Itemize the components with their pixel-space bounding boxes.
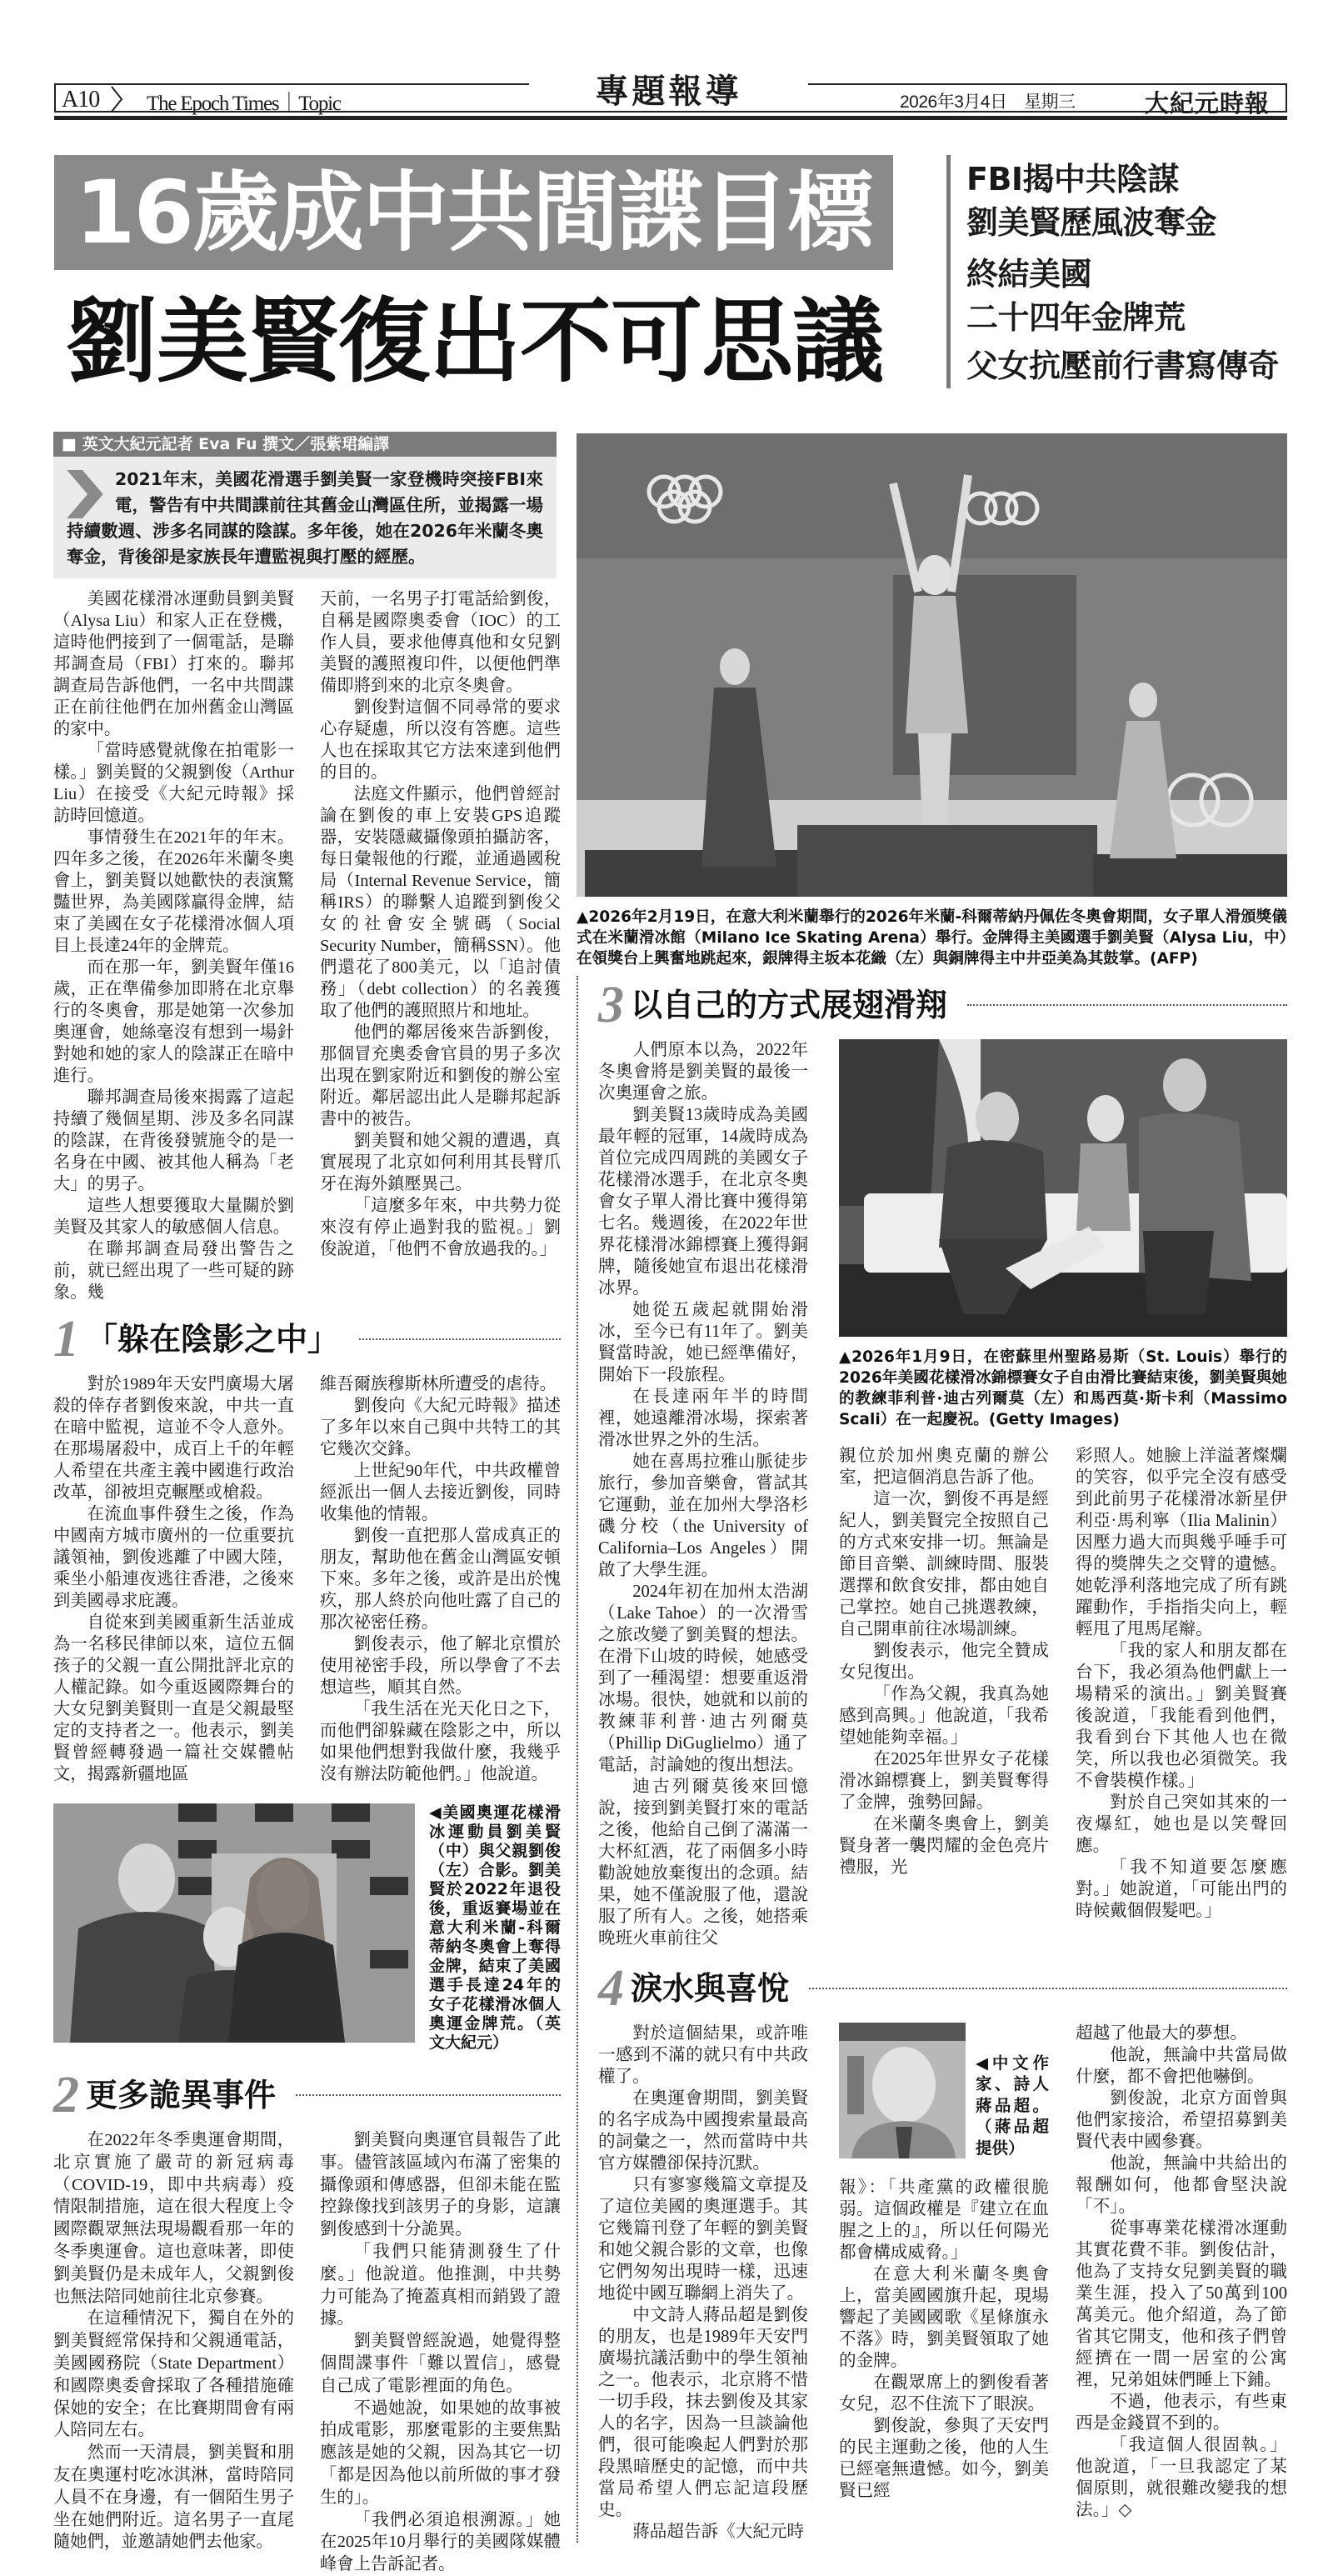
subhead: 劉美賢歷風波奪金 xyxy=(966,204,1217,241)
paragraph: 迪古列爾莫後來回憶說，接到劉美賢打來的電話之後，他給自己倒了滿滿一大杯紅酒，花了兩個多小時勸說她放棄復出的念頭。結果，她不僅說服了他，還說服了所有人。之後，她搭乘晚班火車前往父 xyxy=(598,1778,808,1948)
paragraph: 劉美賢和她父親的遭遇，真實展現了北京如何利用其長臂爪牙在海外鎮壓異己。 xyxy=(320,1132,561,1193)
section-4-body xyxy=(598,2023,1287,2543)
section-3-lower-columns xyxy=(839,1445,1287,1922)
issue-date: 2026年3月4日 星期三 xyxy=(900,93,1076,112)
paragraph: 她從五歲起就開始滑冰，至今已有11年了。劉美賢當時說，她已經準備好，開始下一段旅程。 xyxy=(598,1301,808,1384)
paragraph: 「這麼多年來，中共勢力從來沒有停止過對我的監視。」劉俊說道，「他們不會放過我的。」 xyxy=(320,1197,561,1258)
section-number: 4 xyxy=(598,1960,624,2017)
paragraph: 「作為父親，我真為她感到高興。」他說道，「我希望她能夠幸福。」 xyxy=(839,1685,1049,1747)
paragraph: 劉俊表示，他了解北京慣於使用祕密手段，所以學會了不去想這些，順其自然。 xyxy=(320,1635,561,1697)
chevron-right-icon xyxy=(67,470,103,518)
section-4-column-3 xyxy=(1076,2023,1287,2521)
paragraph: 在聯邦調查局發出警告之前，就已經出現了一些可疑的跡象。幾 xyxy=(53,1240,294,1302)
headline-line-1: 16歲成中共間諜目標 xyxy=(75,162,872,263)
section-title: 以自己的方式展翅滑翔 xyxy=(631,987,948,1023)
paragraph: 劉美賢13歲時成為美國最年輕的冠軍，14歲時成為首位完成四周跳的美國女子花樣滑冰選手，在北京冬奧會女子單人滑比賽中獲得第七名。幾週後，在2022年世界花樣滑冰錦標賽上獲得銅牌，隨後她宣布退出花樣滑冰界。 xyxy=(598,1106,808,1298)
section-3-right xyxy=(839,1039,1287,1922)
paragraph: 自從來到美國重新生活並成為一名移民律師以來，這位五個孩子的父親一直公開批評北京的人權記錄。如今重返國際舞台的大女兒劉美賢則一直是父親最堅定的支持者之一。他表示，劉美賢曾經轉發過一篇社交媒體帖文，揭露新疆地區 xyxy=(53,1613,294,1783)
paragraph: 他說，無論中共給出的報酬如何，他都會堅決說「不」。 xyxy=(1076,2154,1287,2216)
section-4-column-2 xyxy=(839,2177,1049,2502)
newspaper-logo: 大紀元時報 xyxy=(1145,89,1271,118)
paragraph: 「我的家人和朋友都在台下，我必須為他們獻上一場精采的演出。」劉美賢賽後說道，「我能看到他們，我看到台下其他人也在微笑，所以我也必須微笑。我不會裝模作樣。」 xyxy=(1076,1642,1287,1790)
headline-line-2: 劉美賢復出不可思議 xyxy=(66,288,883,395)
photo-caption: ▲2026年1月9日，在密蘇里州聖路易斯（St. Louis）舉行的2026年美國花樣滑冰錦標賽女子自由滑比賽結束後，劉美賢與她的教練菲利普·迪古列爾莫（左）和馬西莫·斯卡利（Massimo Scali）在一起慶祝。(Getty Images) xyxy=(839,1348,1287,1428)
paragraph: 在長達兩年半的時間裡，她遠離滑冰場，探索著滑冰世界之外的生活。 xyxy=(598,1388,808,1449)
paragraph: 然而一天清晨，劉美賢和朋友在奧運村吃冰淇淋，當時陪同人員不在身邊，有一個陌生男子坐在她們附近。這名男子一直尾隨她們，並邀請她們去他家。 xyxy=(53,2443,294,2552)
paragraph: 聯邦調查局後來揭露了這起持續了幾個星期、涉及多名同謀的陰謀，在背後發號施令的是一名身在中國、被其他人稱為「老大」的男子。 xyxy=(53,1088,294,1193)
section-3-column-2 xyxy=(839,1445,1049,1878)
photo-liu-family xyxy=(53,1803,415,2043)
paragraph: 在米蘭冬奧會上，劉美賢身著一襲閃耀的金色亮片禮服，光 xyxy=(839,1815,1049,1877)
paragraph: 劉俊一直把那人當成真正的朋友，幫助他在舊金山灣區安頓下來。多年之後，或許是出於愧疚，那人終於向他吐露了自己的那次祕密任務。 xyxy=(320,1527,561,1632)
section-4-column-1 xyxy=(598,2023,808,2543)
subhead-bar xyxy=(946,155,951,388)
paragraph: 在這種情況下，獨自在外的劉美賢經常保持和父親通電話，美國國務院（State Department）和國際奧委會採取了各種措施確保她的安全；在比賽期間會有兩人陪同左右。 xyxy=(53,2309,294,2440)
section-1-photo-row xyxy=(53,1803,561,2053)
paragraph: 而在那一年，劉美賢年僅16歲，正在準備參加即將在北京舉行的冬奧會，那是她第一次參加奧運會，她絲毫沒有想到一場針對她和她的家人的陰謀正在暗中進行。 xyxy=(53,958,294,1085)
section-1-header xyxy=(53,1311,561,1368)
paragraph: 「我們必須追根溯源。」她在2025年10月舉行的美國隊媒體峰會上告訴記者。 xyxy=(320,2510,561,2574)
left-articles xyxy=(53,588,561,2576)
section-3-body xyxy=(598,1039,1287,1949)
paragraph: 親位於加州奧克蘭的辦公室，把這個消息告訴了他。 xyxy=(839,1447,1049,1487)
section-title: 淚水與喜悅 xyxy=(631,1970,790,2007)
paragraph: 「我們只能猜測發生了什麼。」他說道。他推測，中共勢力可能為了掩蓋真相而銷毀了證據。 xyxy=(320,2242,561,2328)
photo-coaches-celebration xyxy=(839,1039,1287,1337)
paper-name: The Epoch Times｜Topic xyxy=(147,93,341,115)
paragraph: 在2022年冬季奧運會期間，北京實施了嚴苛的新冠病毒（COVID-19，即中共病毒）疫情限制措施，這在很大程度上令國際觀眾無法現場觀看那一年的冬季奧運會。這也意味著，即使劉美賢仍是未成年人，父親劉俊也無法陪同她前往北京參賽。 xyxy=(53,2131,294,2306)
paragraph: 報》：「共產黨的政權很脆弱。這個政權是『建立在血腥之上的』，所以任何陽光都會構成威脅。」 xyxy=(839,2178,1049,2262)
subhead: FBI揭中共陰謀 xyxy=(966,161,1180,198)
paragraph: 只有寥寥幾篇文章提及了這位美國的奧運選手。其它幾篇刊登了年輕的劉美賢和她父親合影的文章，也像它們匆匆出現時一樣，迅速地從中國互聯網上消失了。 xyxy=(598,2176,808,2303)
chevron-right-icon xyxy=(110,86,123,117)
paragraph: 彩照人。她臉上洋溢著燦爛的笑容，似乎完全沒有感受到此前男子花樣滑冰新星伊利亞·馬利寧（Ilia Malinin）因壓力過大而與幾乎唾手可得的獎牌失之交臂的遺憾。她乾淨利落地完成了所有跳躍動作，手指指尖向上，輕輕甩了甩馬尾辮。 xyxy=(1076,1447,1287,1638)
paragraph: 劉俊說，參與了天安門的民主運動之後，他的人生已經毫無遺憾。如今，劉美賢已經 xyxy=(839,2417,1049,2500)
paragraph: 劉俊對這個不同尋常的要求心存疑慮，所以沒有答應。這些人也在採取其它方法來達到他們的目的。 xyxy=(320,698,561,782)
paragraph: 在2025年世界女子花樣滑冰錦標賽上，劉美賢奪得了金牌，強勢回歸。 xyxy=(839,1750,1049,1812)
paragraph: 這些人想要獲取大量關於劉美賢及其家人的敏感個人信息。 xyxy=(53,1197,294,1237)
column-divider xyxy=(577,976,1287,2543)
section-title: 專題報導 xyxy=(595,73,742,111)
paragraph: 對於這個結果，或許唯一感到不滿的就只有中共政權了。 xyxy=(598,2024,808,2086)
photo-medal-ceremony xyxy=(577,433,1287,897)
section-number: 3 xyxy=(598,977,624,1033)
paragraph: 在流血事件發生之後，作為中國南方城市廣州的一位重要抗議領袖，劉俊逃離了中國大陸，乘坐小船連夜逃往香港，之後來到美國尋求庇護。 xyxy=(53,1505,294,1610)
intro-column-2 xyxy=(320,588,561,1260)
section-1-columns xyxy=(53,1373,561,1785)
photo-caption: ▲2026年2月19日，在意大利米蘭舉行的2026年米蘭-科爾蒂納丹佩佐冬奧會期間，女子單人滑頒獎儀式在米蘭滑冰館（Milano Ice Skating Arena）舉行。金牌得主美國選手劉美賢（Alysa Liu，中）在領獎台上興奮地跳起來，銀牌得主坂本花織（左）與銅牌得主中井亞美為其鼓掌。(AFP) xyxy=(577,908,1287,968)
right-articles xyxy=(577,433,1287,2543)
section-number: 2 xyxy=(53,2067,79,2123)
paragraph: 在觀眾席上的劉俊看著女兒，忍不住流下了眼淚。 xyxy=(839,2373,1049,2413)
paragraph: 蔣品超告訴《大紀元時 xyxy=(632,2523,805,2541)
section-3-header xyxy=(598,977,1287,1033)
section-2-column-1 xyxy=(53,2129,294,2553)
paragraph: 「我不知道要怎麼應對。」她說道，「可能出門的時候戴個假髮吧。」 xyxy=(1076,1858,1287,1920)
intro-column-1 xyxy=(53,588,294,1303)
paragraph: 「當時感覺就像在拍電影一樣。」劉美賢的父親劉俊（Arthur Liu）在接受《大紀元時報》採訪時回憶道。 xyxy=(53,742,294,825)
paragraph: 她在喜馬拉雅山脈徒步旅行，參加音樂會，嘗試其它運動，並在加州大學洛杉磯分校（the University of California–Los Angeles）開啟了大學生涯。 xyxy=(598,1453,808,1579)
paragraph: 劉俊向《大紀元時報》描述了多年以來自己與中共特工的其它幾次交鋒。 xyxy=(320,1397,561,1458)
paragraph: 劉俊表示，他完全贊成女兒復出。 xyxy=(839,1642,1049,1682)
lead-box xyxy=(53,457,557,578)
paragraph: 這一次，劉俊不再是經紀人，劉美賢完全按照自己的方式來安排一切。無論是節目音樂、訓練時間、服裝選擇和飲食安排，都由她自己掌控。她自己挑選教練，自己開車前往冰場訓練。 xyxy=(839,1490,1049,1638)
section-3-column-1 xyxy=(598,1039,808,1949)
section-4-header xyxy=(598,1960,1287,2017)
paragraph: 上世紀90年代，中共政權曾經派出一個人去接近劉俊，同時收集他的情報。 xyxy=(320,1462,561,1523)
paragraph: 事情發生在2021年的年末。四年多之後，在2026年米蘭冬奧會上，劉美賢以她歡快的表演驚豔世界，為美國隊贏得金牌，結束了美國在女子花樣滑冰個人項目上長達24年的金牌荒。 xyxy=(53,828,294,955)
paragraph: 美國花樣滑冰運動員劉美賢（Alysa Liu）和家人正在登機，這時他們接到了一個電話，是聯邦調查局（FBI）打來的。聯邦調查局告訴他們，一名中共間諜正在前往他們在加州舊金山灣區的家中。 xyxy=(53,590,294,738)
page-number: A10 xyxy=(62,87,100,113)
paragraph: 不過，他表示，有些東西是金錢買不到的。 xyxy=(1076,2393,1287,2433)
paragraph: 人們原本以為，2022年冬奧會將是劉美賢的最後一次奧運會之旅。 xyxy=(598,1041,808,1103)
section-1-column-2 xyxy=(320,1373,561,1785)
subhead: 終結美國 xyxy=(966,256,1092,293)
section-title: 「躲在陰影之中」 xyxy=(86,1321,340,1358)
paragraph: 劉美賢向奧運官員報告了此事。儘管該區域內布滿了密集的攝像頭和傳感器，但卻未能在監控錄像找到該男子的身影，這讓劉俊感到十分詭異。 xyxy=(320,2131,561,2239)
section-2-header xyxy=(53,2067,561,2123)
byline: ■ 英文大紀元記者 Eva Fu 撰文／張紫珺編譯 xyxy=(53,432,557,457)
paragraph: 對於1989年天安門廣場大屠殺的倖存者劉俊來說，中共一直在暗中監視，這並不令人意外。在那場屠殺中，成百上千的年輕人希望在共產主義中國進行政治改革，卻被坦克輾壓或槍殺。 xyxy=(53,1375,294,1502)
paragraph: 「我這個人很固執。」他說道，「一旦我認定了某個原則，就很難改變我的想法。」◇ xyxy=(1076,2436,1287,2519)
paragraph: 從事專業花樣滑冰運動其實花費不菲。劉俊估計，他為了支持女兒劉美賢的職業生涯，投入了50萬到100萬美元。他介紹道，為了節省其它開支，他和孩子們曾經擠在一間一居室的公寓裡，兄弟姐妹們睡上下鋪。 xyxy=(1076,2219,1287,2389)
dotted-rule xyxy=(296,2094,561,2096)
section-1-column-1 xyxy=(53,1373,294,1785)
paragraph: 維吾爾族穆斯林所遭受的虐待。 xyxy=(320,1375,557,1393)
section-2-column-2 xyxy=(320,2129,561,2576)
paragraph: 中文詩人蔣品超是劉俊的朋友，也是1989年天安門廣場抗議活動中的學生領袖之一。他表示，北京將不惜一切手段，抹去劉俊及其家人的名字，因為一旦談論他們，很可能喚起人們對於那段黑暗歷史的記憶，而中共當局希望人們忘記這段歷史。 xyxy=(598,2306,808,2519)
paragraph: 在意大利米蘭冬奧會上，當美國國旗升起，現場響起了美國國歌《星條旗永不落》時，劉美賢領取了她的金牌。 xyxy=(839,2265,1049,2370)
photo-jiang-pinchao xyxy=(839,2023,966,2158)
paragraph: 超越了他最大的夢想。 xyxy=(1076,2024,1247,2043)
paragraph: 法庭文件顯示，他們曾經討論在劉俊的車上安裝GPS追蹤器，安裝隱藏攝像頭拍攝訪客，每日彙報他的行蹤，並通過國稅局（Internal Revenue Service，簡稱IRS）的聯繫人追蹤到劉俊父女的社會安全號碼（Social Security Number，簡稱SSN）。他們還花了800美元，以「追討債務」（debt collection）的名義獲取了他們的護照照片和地址。 xyxy=(320,785,561,1020)
subhead: 二十四年金牌荒 xyxy=(966,299,1186,336)
section-3-column-3 xyxy=(1076,1445,1287,1922)
paragraph: 對於自己突如其來的一夜爆紅，她也是以笑聲回應。 xyxy=(1076,1793,1287,1855)
section-4-right xyxy=(839,2023,1287,2521)
lead-text: 2021年末，美國花滑選手劉美賢一家登機時突接FBI來電，警告有中共間諜前往其舊金山灣區住所，並揭露一場持續數週、涉多名同謀的陰謀。多年後，她在2026年米蘭冬奧奪金，背後卻是家族長年遭監視與打壓的經歷。 xyxy=(67,469,543,567)
intro-columns xyxy=(53,588,561,1303)
paragraph: 2024年初在加州太浩湖（Lake Tahoe）的一次滑雪之旅改變了劉美賢的想法。在滑下山坡的時候，她感受到了一種渴望：想要重返滑冰場。很快，她就和以前的教練菲利普·迪古列爾莫（Phillip DiGuglielmo）通了電話，討論她的復出想法。 xyxy=(598,1583,808,1774)
paragraph: 在奧運會期間，劉美賢的名字成為中國搜索量最高的詞彙之一，然而當時中共官方媒體卻保持沉默。 xyxy=(598,2089,808,2173)
dotted-rule xyxy=(359,1338,561,1340)
photo-caption: ◀美國奧運花樣滑冰運動員劉美賢（中）與父親劉俊（左）合影。劉美賢於2022年退役後，重返賽場並在意大利米蘭-科爾蒂納冬奧會上奪得金牌，結束了美國選手長達24年的女子花樣滑冰個人奧運金牌荒。（英文大紀元） xyxy=(429,1803,561,2052)
section-2-columns xyxy=(53,2129,561,2576)
dotted-rule xyxy=(967,1004,1287,1006)
paragraph: 不過她說，如果她的故事被拍成電影，那麼電影的主要焦點應該是她的父親，因為其它一切「都是因為他以前所做的事才發生的」。 xyxy=(320,2398,561,2507)
paragraph: 天前，一名男子打電話給劉俊，自稱是國際奧委會（IOC）的工作人員，要求他傳真他和女兒劉美賢的護照複印件，以便他們準備即將到來的北京冬奧會。 xyxy=(320,590,561,695)
subhead: 父女抗壓前行書寫傳奇 xyxy=(966,348,1280,384)
dotted-rule xyxy=(809,1988,1287,1989)
section-title: 更多詭異事件 xyxy=(86,2077,277,2113)
paragraph: 「我生活在光天化日之下，而他們卻躲藏在陰影之中，所以如果他們想對我做什麼，我幾乎沒有辦法防範他們。」他說道。 xyxy=(320,1700,561,1783)
paragraph: 劉美賢曾經說過，她覺得整個間諜事件「難以置信」，感覺自己成了電影裡面的角色。 xyxy=(320,2332,561,2395)
paragraph: 劉俊說，北京方面曾與他們家接洽，希望招募劉美賢代表中國參賽。 xyxy=(1076,2089,1287,2151)
paragraph: 他說，無論中共當局做什麼，都不會把他嚇倒。 xyxy=(1076,2046,1287,2086)
section-4-photo-row xyxy=(839,2023,1049,2158)
section-4-middle xyxy=(839,2023,1049,2502)
section-number: 1 xyxy=(53,1311,79,1368)
paragraph: 他們的鄰居後來告訴劉俊，那個冒充奧委會官員的男子多次出現在劉家附近和劉俊的辦公室附近。鄰居認出此人是聯邦起訴書中的被告。 xyxy=(320,1023,561,1128)
photo-caption: ◀中文作家、詩人蔣品超。（蔣品超提供） xyxy=(976,2053,1049,2158)
